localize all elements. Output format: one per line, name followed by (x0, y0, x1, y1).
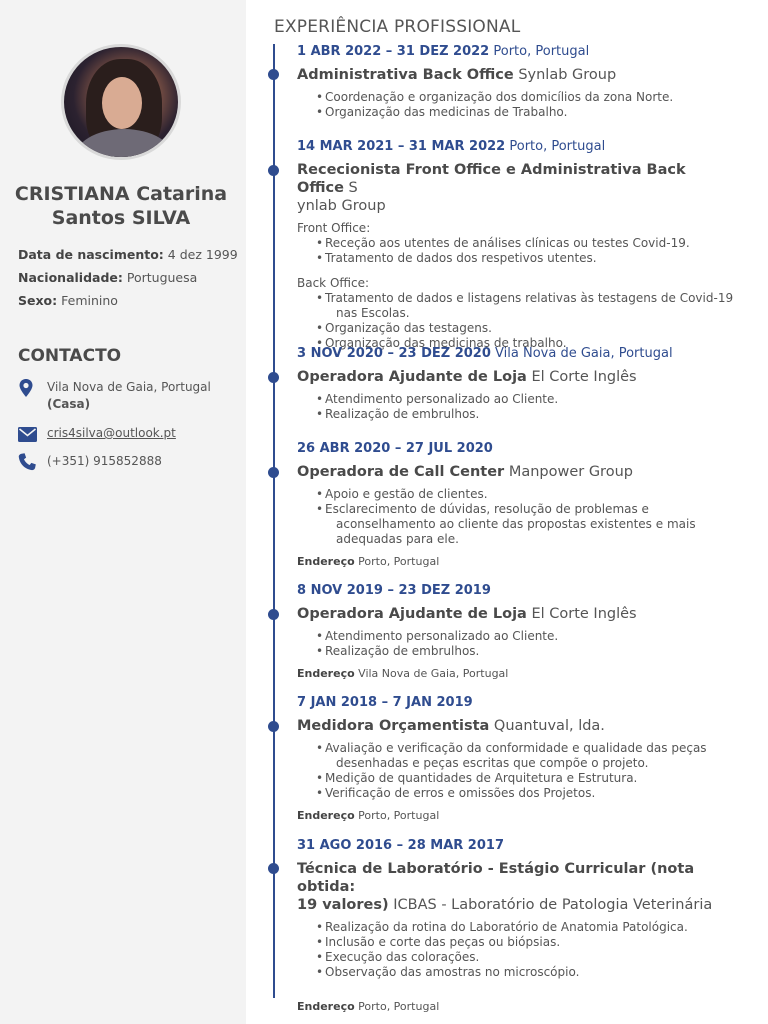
entry-date: 8 NOV 2019 – 23 DEZ 2019 (297, 583, 491, 598)
list-item: • Tratamento de dados dos respetivos utentes. (325, 251, 737, 266)
list-item: • Realização da rotina do Laboratório de Anatomia Patológica. (325, 920, 737, 935)
timeline-line (273, 44, 275, 998)
list-item: • Atendimento personalizado ao Cliente. (325, 629, 737, 644)
experience-entry (297, 345, 737, 422)
person-name: CRISTIANA Catarina Santos SILVA (14, 183, 228, 229)
entry-date: 31 AGO 2016 – 28 MAR 2017 (297, 838, 504, 853)
entry-address: Endereço Vila Nova de Gaia, Portugal (297, 667, 509, 680)
list-item: • Apoio e gestão de clientes. (325, 487, 737, 502)
entry-bullets (297, 236, 737, 266)
entry-subheading: Back Office: (297, 276, 370, 290)
entry-bullets (297, 741, 737, 801)
entry-bullets (297, 629, 737, 659)
contact-title: CONTACTO (18, 346, 122, 366)
list-item: • Observação das amostras no microscópio. (325, 965, 737, 980)
entry-role: Operadora Ajudante de Loja El Corte Inglês (297, 606, 637, 622)
entry-address: Endereço Porto, Portugal (297, 555, 440, 568)
timeline-dot (268, 467, 279, 478)
timeline-dot (268, 69, 279, 80)
list-item: • Realização de embrulhos. (325, 407, 737, 422)
list-item: • Medição de quantidades de Arquitetura e Estrutura. (325, 771, 737, 786)
nationality: Nacionalidade: Portuguesa (18, 270, 198, 285)
entry-date: 26 ABR 2020 – 27 JUL 2020 (297, 441, 493, 456)
entry-bullets (297, 90, 737, 120)
list-item: • Realização de embrulhos. (325, 644, 737, 659)
list-item: • Avaliação e verificação da conformidade e qualidade das peças desenhadas e peças escritas que compõe o projeto. (325, 741, 737, 771)
email-link[interactable]: cris4silva@outlook.pt (47, 426, 176, 440)
experience-entry (297, 440, 737, 568)
timeline-dot (268, 863, 279, 874)
entry-date: 14 MAR 2021 – 31 MAR 2022 Porto, Portugal (297, 139, 606, 154)
entry-role: Operadora Ajudante de Loja El Corte Inglês (297, 369, 637, 385)
list-item: • Tratamento de dados e listagens relativas às testagens de Covid-19 nas Escolas. (325, 291, 737, 321)
list-item: • Coordenação e organização dos domicílios da zona Norte. (325, 90, 737, 105)
experience-entry (297, 837, 737, 1013)
envelope-icon (18, 427, 37, 442)
sidebar: CRISTIANA Catarina Santos SILVA Data de nascimento: 4 dez 1999 Nacionalidade: Portuguesa Sexo: Feminino CONTACTO Vila Nova de Gaia, Portugal (Casa) cris4silva@outlook.pt (+351) 915852888 (0, 0, 246, 1024)
timeline-dot (268, 721, 279, 732)
phone-icon (18, 453, 36, 471)
entry-role: Técnica de Laboratório - Estágio Curricular (nota obtida: 19 valores) ICBAS - Laboratório de Patologia Veterinária (297, 861, 713, 913)
experience-entry (297, 43, 737, 120)
entry-bullets (297, 487, 737, 547)
birth-date: Data de nascimento: 4 dez 1999 (18, 247, 238, 262)
list-item: • Organização das medicinas de trabalho. (325, 336, 737, 351)
list-item: • Organização das testagens. (325, 321, 737, 336)
entry-date: 7 JAN 2018 – 7 JAN 2019 (297, 695, 473, 710)
entry-subheading: Front Office: (297, 221, 371, 235)
experience-entry (297, 694, 737, 822)
entry-bullets (297, 920, 737, 980)
timeline-dot (268, 609, 279, 620)
list-item: • Inclusão e corte das peças ou biópsias. (325, 935, 737, 950)
experience-entry (297, 138, 737, 351)
list-item: • Execução das colorações. (325, 950, 737, 965)
list-item: • Atendimento personalizado ao Cliente. (325, 392, 737, 407)
entry-role: Administrativa Back Office Synlab Group (297, 67, 617, 83)
profile-photo (61, 44, 181, 160)
experience-entry (297, 582, 737, 680)
experience-title: EXPERIÊNCIA PROFISSIONAL (274, 17, 521, 37)
location-pin-icon (18, 379, 34, 397)
entry-bullets (297, 291, 737, 351)
sex: Sexo: Feminino (18, 293, 118, 308)
entry-role: Medidora Orçamentista Quantuval, lda. (297, 718, 605, 734)
list-item: • Receção aos utentes de análises clínicas ou testes Covid-19. (325, 236, 737, 251)
entry-date: 3 NOV 2020 – 23 DEZ 2020 Vila Nova de Gaia, Portugal (297, 346, 673, 361)
entry-address: Endereço Porto, Portugal (297, 1000, 440, 1013)
timeline-dot (268, 165, 279, 176)
entry-bullets (297, 392, 737, 422)
timeline-dot (268, 372, 279, 383)
entry-role: Operadora de Call Center Manpower Group (297, 464, 633, 480)
entry-date: 1 ABR 2022 – 31 DEZ 2022 Porto, Portugal (297, 44, 590, 59)
list-item: • Esclarecimento de dúvidas, resolução de problemas e aconselhamento ao cliente das propostas existentes e mais adequadas para ele. (325, 502, 737, 547)
list-item: • Verificação de erros e omissões dos Projetos. (325, 786, 737, 801)
entry-address: Endereço Porto, Portugal (297, 809, 440, 822)
entry-role: Rececionista Front Office e Administrativa Back Office S ynlab Group (297, 162, 686, 214)
list-item: • Organização das medicinas de Trabalho. (325, 105, 737, 120)
